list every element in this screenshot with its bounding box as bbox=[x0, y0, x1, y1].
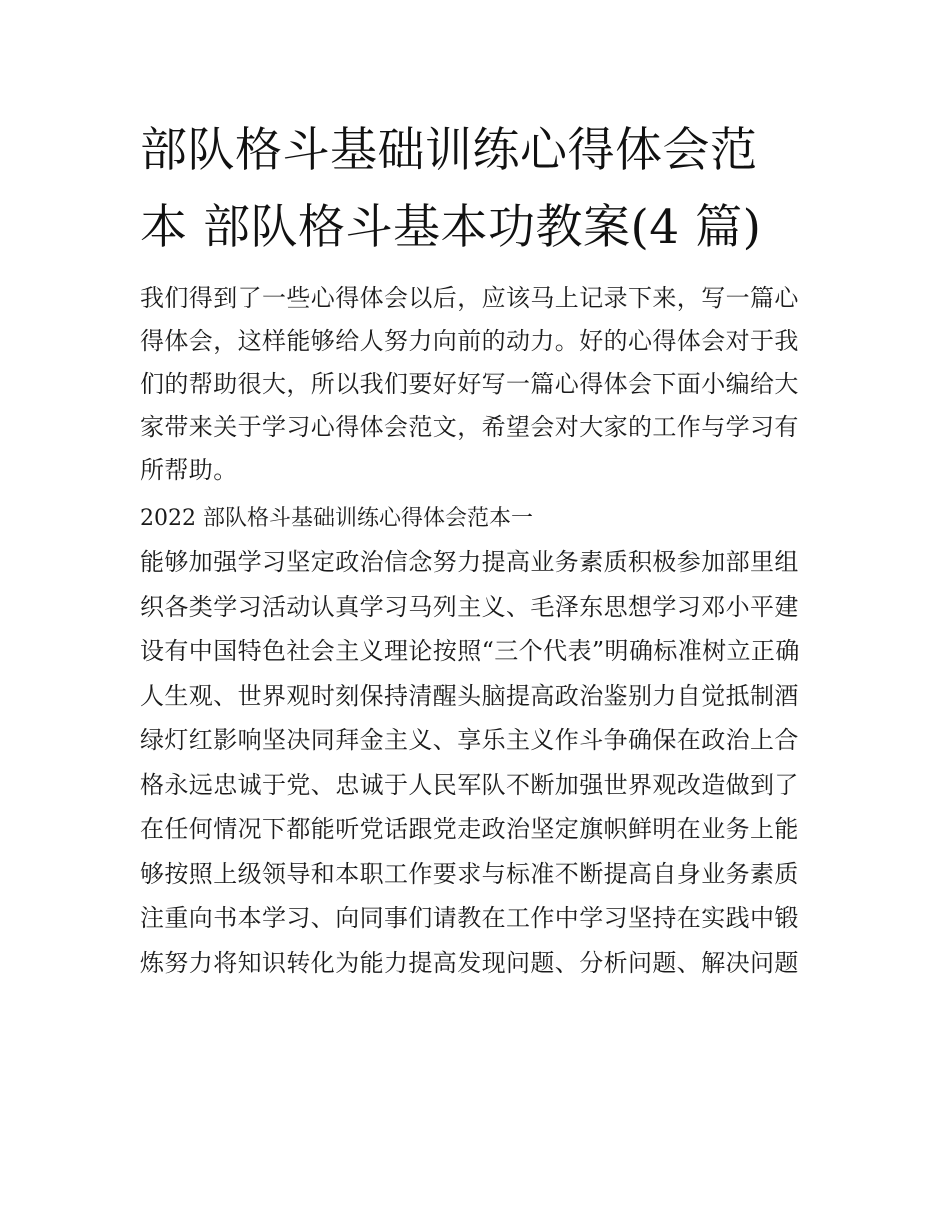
section-heading: 2022 部队格斗基础训练心得体会范本一 bbox=[140, 506, 533, 531]
intro-paragraph bbox=[140, 277, 812, 492]
document-title bbox=[140, 112, 812, 266]
body-line: 炼努力将知识转化为能力提高发现问题、分析问题、解决问题 bbox=[140, 948, 799, 977]
intro-line: 我们得到了一些心得体会以后，应该马上记录下来，写一篇心 bbox=[140, 284, 799, 312]
body-line: 人生观、世界观时刻保持清醒头脑提高政治鉴别力自觉抵制酒 bbox=[140, 681, 799, 710]
body-paragraph bbox=[140, 540, 812, 985]
intro-line: 们的帮助很大，所以我们要好好写一篇心得体会下面小编给大 bbox=[140, 370, 799, 398]
intro-line: 家带来关于学习心得体会范文，希望会对大家的工作与学习有 bbox=[140, 413, 799, 441]
body-line: 织各类学习活动认真学习马列主义、毛泽东思想学习邓小平建 bbox=[140, 592, 799, 621]
body-line: 在任何情况下都能听党话跟党走政治坚定旗帜鲜明在业务上能 bbox=[140, 815, 799, 843]
body-line: 格永远忠诚于党、忠诚于人民军队不断加强世界观改造做到了 bbox=[140, 770, 799, 799]
body-line: 够按照上级领导和本职工作要求与标准不断提高自身业务素质 bbox=[140, 859, 799, 888]
title-line: 部队格斗基础训练心得体会范 bbox=[140, 123, 758, 178]
body-line: 能够加强学习坚定政治信念努力提高业务素质积极参加部里组 bbox=[140, 548, 799, 576]
body-line: 设有中国特色社会主义理论按照“三个代表”明确标准树立正确 bbox=[140, 637, 800, 665]
intro-line: 所帮助。 bbox=[140, 456, 238, 484]
body-line: 注重向书本学习、向同事们请教在工作中学习坚持在实践中锻 bbox=[140, 904, 799, 932]
document-page bbox=[140, 112, 812, 985]
intro-line: 得体会，这样能够给人努力向前的动力。好的心得体会对于我 bbox=[140, 327, 799, 355]
body-line: 绿灯红影响坚决同拜金主义、享乐主义作斗争确保在政治上合 bbox=[140, 726, 799, 754]
title-line: 本 部队格斗基本功教案(4 篇) bbox=[140, 200, 762, 255]
